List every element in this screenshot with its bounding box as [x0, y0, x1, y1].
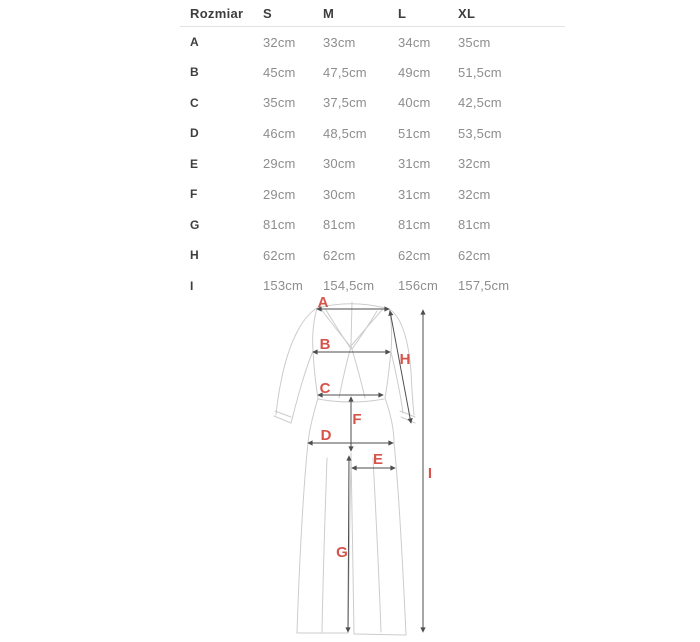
table-row [180, 57, 565, 88]
hem-right-leg [354, 634, 406, 635]
cell-value: 45cm [263, 64, 296, 80]
center-back-seam [351, 302, 352, 345]
cell-value: 49cm [398, 64, 431, 80]
sleeve-right-cuff-end [401, 417, 415, 423]
col-header-l: L [398, 0, 458, 27]
cell-value: 48,5cm [323, 125, 367, 141]
row-label: D [190, 126, 199, 141]
cell-value: 62cm [263, 247, 296, 263]
vneck-right-inner [352, 311, 377, 349]
cell-value: 32cm [458, 156, 491, 172]
cell-value: 62cm [458, 247, 491, 263]
armhole-left [313, 308, 317, 350]
row-label: I [190, 278, 194, 293]
size-table [180, 0, 565, 301]
body-right-side [385, 351, 406, 635]
cell-value: 157,5cm [458, 278, 510, 294]
table-row [180, 149, 565, 180]
measure-label-f: F [352, 411, 362, 428]
row-label: F [190, 187, 198, 202]
cell-value: 53,5cm [458, 125, 502, 141]
cell-value: 47,5cm [323, 64, 367, 80]
cell-value: 37,5cm [323, 95, 367, 111]
row-label: G [190, 217, 200, 232]
cell-value: 51cm [398, 125, 431, 141]
row-label: B [190, 65, 199, 80]
sleeve-left-cuff-end [274, 416, 291, 423]
table-row [180, 240, 565, 271]
col-header-rozmiar: Rozmiar [180, 0, 263, 27]
sleeve-left-outer [276, 308, 317, 415]
cell-value: 35cm [458, 34, 491, 50]
table-row [180, 88, 565, 119]
cell-value: 46cm [263, 125, 296, 141]
cell-value: 154,5cm [323, 278, 375, 294]
table-row [180, 210, 565, 241]
cell-value: 32cm [263, 34, 296, 50]
sleeve-left-inner [291, 351, 313, 423]
cell-value: 156cm [398, 278, 439, 294]
cell-value: 32cm [458, 186, 491, 202]
garment-measurement-diagram [250, 288, 440, 642]
cell-value: 51,5cm [458, 64, 502, 80]
measure-label-g: G [336, 544, 348, 561]
row-label: C [190, 95, 199, 110]
col-header-xl: XL [458, 0, 565, 27]
cell-value: 34cm [398, 34, 431, 50]
cell-value: 42,5cm [458, 95, 502, 111]
table-row [180, 179, 565, 210]
col-header-s: S [263, 0, 323, 27]
wrap-left [339, 346, 351, 398]
body-left-side [297, 350, 318, 633]
cell-value: 29cm [263, 186, 296, 202]
table-row [180, 118, 565, 149]
cell-value: 31cm [398, 156, 431, 172]
measure-label-d: D [320, 427, 332, 444]
cell-value: 31cm [398, 186, 431, 202]
crease-right-leg [373, 458, 381, 632]
measure-label-h: H [399, 351, 411, 368]
cell-value: 81cm [398, 217, 431, 233]
cell-value: 40cm [398, 95, 431, 111]
cell-value: 81cm [263, 217, 296, 233]
table-row [180, 27, 565, 58]
cell-value: 62cm [323, 247, 356, 263]
measure-label-b: B [319, 336, 331, 353]
row-label: A [190, 35, 199, 49]
cell-value: 62cm [398, 247, 431, 263]
cell-value: 30cm [323, 156, 356, 172]
table-header-row [180, 0, 565, 27]
cell-value: 33cm [323, 34, 356, 50]
measure-label-c: C [319, 380, 331, 397]
cell-value: 81cm [458, 217, 491, 233]
cell-value: 153cm [263, 278, 304, 294]
sleeve-left-cuff-top [275, 411, 291, 417]
row-label: H [190, 248, 199, 263]
crease-left-leg [322, 458, 327, 632]
measure-label-e: E [372, 451, 384, 468]
cell-value: 35cm [263, 95, 296, 111]
row-label: E [190, 156, 199, 171]
leg-right-inseam [351, 453, 354, 634]
measure-label-i: I [427, 465, 433, 482]
cell-value: 81cm [323, 217, 356, 233]
cell-value: 29cm [263, 156, 296, 172]
measure-label-a: A [317, 294, 329, 311]
cell-value: 30cm [323, 186, 356, 202]
wrap-right [351, 346, 365, 398]
col-header-m: M [323, 0, 398, 27]
measurement-labels [318, 294, 433, 561]
sleeve-right-cuff-top [400, 411, 415, 417]
